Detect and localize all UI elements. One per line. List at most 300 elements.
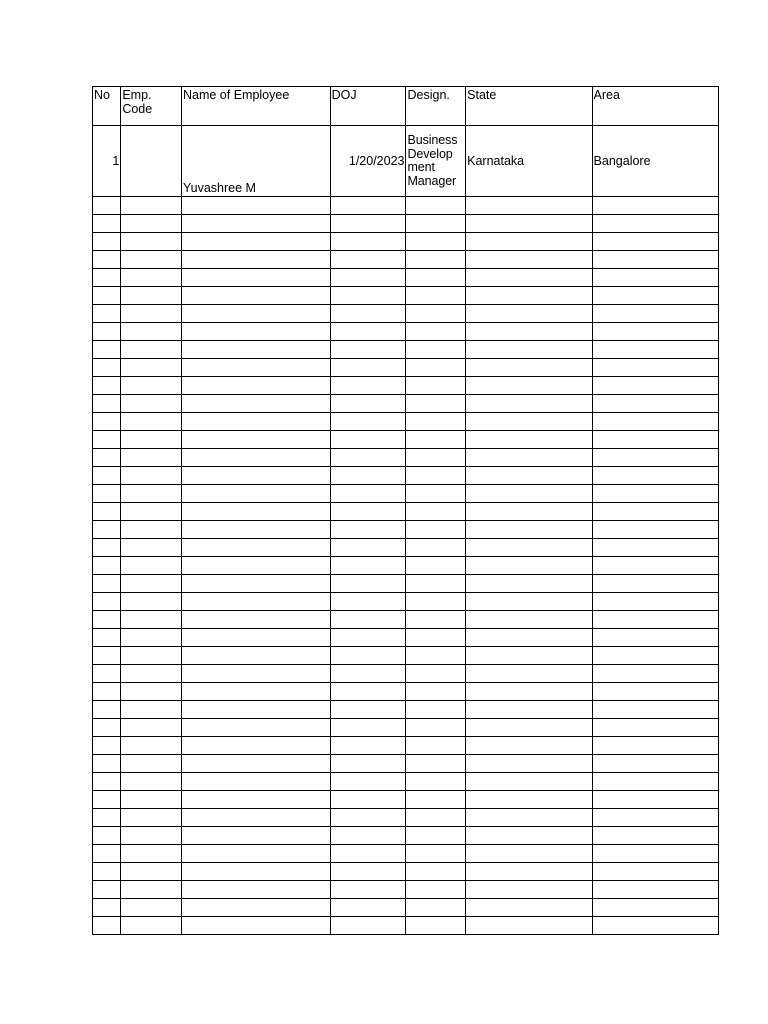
- cell-state: [466, 323, 592, 341]
- cell-area: [592, 359, 718, 377]
- cell-state: [466, 449, 592, 467]
- cell-no: [93, 737, 121, 755]
- cell-designation: [406, 485, 466, 503]
- cell-state: [466, 395, 592, 413]
- cell-doj: [330, 539, 406, 557]
- cell-designation: [406, 575, 466, 593]
- cell-designation: [406, 665, 466, 683]
- cell-no: [93, 269, 121, 287]
- cell-designation: [406, 737, 466, 755]
- cell-name: [181, 413, 330, 431]
- cell-area: [592, 647, 718, 665]
- cell-emp-code: [121, 485, 182, 503]
- cell-no: [93, 827, 121, 845]
- cell-no: [93, 575, 121, 593]
- cell-state: [466, 287, 592, 305]
- cell-no: [93, 287, 121, 305]
- empty-table-row: [93, 899, 719, 917]
- cell-name: [181, 233, 330, 251]
- cell-no: [93, 791, 121, 809]
- cell-emp-code: [121, 665, 182, 683]
- cell-emp-code: [121, 467, 182, 485]
- header-name: Name of Employee: [181, 87, 330, 126]
- cell-designation: [406, 431, 466, 449]
- cell-emp-code: [121, 611, 182, 629]
- cell-doj: [330, 647, 406, 665]
- cell-designation: [406, 233, 466, 251]
- cell-area: [592, 395, 718, 413]
- cell-doj: [330, 611, 406, 629]
- cell-area: [592, 467, 718, 485]
- cell-state: [466, 215, 592, 233]
- cell-emp-code: [121, 755, 182, 773]
- cell-no: [93, 845, 121, 863]
- empty-table-row: [93, 845, 719, 863]
- cell-area: [592, 557, 718, 575]
- cell-state: [466, 575, 592, 593]
- cell-name: [181, 269, 330, 287]
- cell-area: [592, 215, 718, 233]
- cell-name: [181, 773, 330, 791]
- cell-designation: [406, 323, 466, 341]
- empty-table-row: [93, 503, 719, 521]
- empty-table-row: [93, 755, 719, 773]
- cell-state: [466, 341, 592, 359]
- cell-name: [181, 197, 330, 215]
- cell-state: [466, 503, 592, 521]
- cell-emp-code: [121, 215, 182, 233]
- cell-designation: [406, 899, 466, 917]
- empty-table-row: [93, 251, 719, 269]
- cell-designation: [406, 287, 466, 305]
- cell-area: [592, 377, 718, 395]
- cell-name: [181, 467, 330, 485]
- cell-area: [592, 629, 718, 647]
- cell-doj: [330, 755, 406, 773]
- cell-designation: [406, 809, 466, 827]
- cell-doj: [330, 809, 406, 827]
- cell-doj: [330, 899, 406, 917]
- cell-emp-code: [121, 449, 182, 467]
- cell-area: [592, 449, 718, 467]
- cell-no: [93, 701, 121, 719]
- cell-doj: [330, 665, 406, 683]
- cell-state: [466, 917, 592, 935]
- cell-no: [93, 809, 121, 827]
- empty-table-row: [93, 467, 719, 485]
- empty-table-row: [93, 863, 719, 881]
- cell-designation: [406, 449, 466, 467]
- cell-designation: [406, 341, 466, 359]
- cell-emp-code: [121, 737, 182, 755]
- header-emp-code: Emp. Code: [121, 87, 182, 126]
- empty-table-row: [93, 287, 719, 305]
- cell-emp-code: [121, 557, 182, 575]
- cell-name: [181, 485, 330, 503]
- cell-no: [93, 305, 121, 323]
- cell-emp-code: [121, 521, 182, 539]
- cell-no: 1: [93, 126, 121, 197]
- cell-state: [466, 719, 592, 737]
- cell-no: [93, 215, 121, 233]
- empty-table-row: [93, 575, 719, 593]
- empty-table-row: [93, 917, 719, 935]
- cell-designation: [406, 503, 466, 521]
- cell-no: [93, 449, 121, 467]
- cell-no: [93, 917, 121, 935]
- cell-area: [592, 719, 718, 737]
- cell-name: [181, 341, 330, 359]
- empty-table-row: [93, 431, 719, 449]
- empty-table-row: [93, 449, 719, 467]
- empty-table-row: [93, 557, 719, 575]
- cell-no: [93, 899, 121, 917]
- empty-table-row: [93, 215, 719, 233]
- cell-area: [592, 269, 718, 287]
- cell-name: [181, 593, 330, 611]
- cell-doj: [330, 863, 406, 881]
- cell-name: [181, 881, 330, 899]
- cell-name: [181, 665, 330, 683]
- cell-emp-code: [121, 827, 182, 845]
- cell-designation: [406, 413, 466, 431]
- cell-no: [93, 503, 121, 521]
- cell-designation: [406, 827, 466, 845]
- empty-table-row: [93, 197, 719, 215]
- cell-doj: [330, 521, 406, 539]
- empty-table-row: [93, 881, 719, 899]
- cell-area: [592, 899, 718, 917]
- cell-name: [181, 701, 330, 719]
- empty-table-row: [93, 773, 719, 791]
- cell-no: [93, 611, 121, 629]
- cell-no: [93, 323, 121, 341]
- cell-name: [181, 755, 330, 773]
- cell-area: [592, 611, 718, 629]
- cell-doj: [330, 773, 406, 791]
- cell-name: [181, 827, 330, 845]
- cell-no: [93, 197, 121, 215]
- cell-no: [93, 773, 121, 791]
- cell-area: [592, 521, 718, 539]
- cell-no: [93, 593, 121, 611]
- cell-area: [592, 791, 718, 809]
- empty-table-row: [93, 647, 719, 665]
- cell-area: [592, 323, 718, 341]
- cell-doj: [330, 701, 406, 719]
- empty-table-row: [93, 485, 719, 503]
- cell-designation: [406, 701, 466, 719]
- cell-state: [466, 683, 592, 701]
- cell-state: [466, 881, 592, 899]
- cell-state: [466, 485, 592, 503]
- cell-emp-code: [121, 413, 182, 431]
- cell-designation: [406, 539, 466, 557]
- cell-name: [181, 809, 330, 827]
- cell-doj: [330, 467, 406, 485]
- header-row: [93, 87, 719, 126]
- empty-table-row: [93, 323, 719, 341]
- cell-name: [181, 287, 330, 305]
- cell-doj: [330, 413, 406, 431]
- cell-emp-code: [121, 431, 182, 449]
- cell-area: [592, 575, 718, 593]
- cell-no: [93, 521, 121, 539]
- cell-name: [181, 539, 330, 557]
- cell-state: [466, 251, 592, 269]
- cell-area: [592, 413, 718, 431]
- cell-doj: [330, 719, 406, 737]
- cell-doj: [330, 395, 406, 413]
- cell-doj: [330, 287, 406, 305]
- cell-state: [466, 737, 592, 755]
- cell-emp-code: [121, 791, 182, 809]
- cell-no: [93, 629, 121, 647]
- cell-name: [181, 845, 330, 863]
- header-area: Area: [592, 87, 718, 126]
- cell-name: [181, 305, 330, 323]
- cell-name: [181, 521, 330, 539]
- cell-name: [181, 503, 330, 521]
- cell-designation: [406, 719, 466, 737]
- cell-emp-code: [121, 197, 182, 215]
- empty-table-row: [93, 791, 719, 809]
- cell-designation: [406, 791, 466, 809]
- cell-doj: [330, 791, 406, 809]
- cell-designation: [406, 773, 466, 791]
- cell-name: [181, 611, 330, 629]
- cell-designation: [406, 683, 466, 701]
- cell-no: [93, 467, 121, 485]
- cell-area: [592, 701, 718, 719]
- cell-name: [181, 557, 330, 575]
- empty-table-row: [93, 359, 719, 377]
- cell-designation: [406, 359, 466, 377]
- cell-designation: [406, 395, 466, 413]
- cell-doj: [330, 737, 406, 755]
- empty-table-row: [93, 629, 719, 647]
- cell-name: [181, 575, 330, 593]
- cell-emp-code: [121, 863, 182, 881]
- cell-state: [466, 197, 592, 215]
- cell-no: [93, 359, 121, 377]
- cell-emp-code: [121, 341, 182, 359]
- cell-name: [181, 323, 330, 341]
- cell-area: [592, 845, 718, 863]
- cell-state: [466, 377, 592, 395]
- cell-designation: [406, 215, 466, 233]
- cell-emp-code: [121, 287, 182, 305]
- cell-area: [592, 503, 718, 521]
- cell-designation: [406, 521, 466, 539]
- cell-designation: [406, 197, 466, 215]
- cell-doj: [330, 251, 406, 269]
- cell-name: [181, 791, 330, 809]
- cell-doj: [330, 215, 406, 233]
- cell-state: [466, 233, 592, 251]
- cell-doj: [330, 683, 406, 701]
- cell-emp-code: [121, 251, 182, 269]
- cell-designation: [406, 557, 466, 575]
- cell-designation: [406, 593, 466, 611]
- table-header: [93, 87, 719, 126]
- cell-no: [93, 665, 121, 683]
- cell-name: [181, 737, 330, 755]
- cell-state: [466, 863, 592, 881]
- cell-emp-code: [121, 647, 182, 665]
- cell-emp-code: [121, 323, 182, 341]
- cell-name: [181, 251, 330, 269]
- cell-name: [181, 395, 330, 413]
- cell-state: [466, 521, 592, 539]
- cell-area: [592, 593, 718, 611]
- cell-area: [592, 881, 718, 899]
- cell-state: [466, 359, 592, 377]
- cell-no: [93, 647, 121, 665]
- empty-table-row: [93, 683, 719, 701]
- cell-no: [93, 755, 121, 773]
- cell-emp-code: [121, 305, 182, 323]
- cell-area: [592, 809, 718, 827]
- cell-doj: [330, 323, 406, 341]
- cell-state: [466, 701, 592, 719]
- cell-designation: [406, 305, 466, 323]
- cell-area: [592, 917, 718, 935]
- cell-no: [93, 233, 121, 251]
- cell-emp-code: [121, 773, 182, 791]
- cell-doj: [330, 593, 406, 611]
- empty-table-row: [93, 665, 719, 683]
- employee-table: [92, 86, 719, 935]
- cell-emp-code: [121, 539, 182, 557]
- cell-area: [592, 305, 718, 323]
- cell-no: [93, 683, 121, 701]
- cell-state: [466, 773, 592, 791]
- empty-table-row: [93, 233, 719, 251]
- cell-state: [466, 413, 592, 431]
- cell-state: [466, 629, 592, 647]
- table-body: [93, 126, 719, 935]
- cell-no: [93, 863, 121, 881]
- cell-state: [466, 557, 592, 575]
- cell-emp-code: [121, 917, 182, 935]
- cell-designation: [406, 377, 466, 395]
- cell-designation: [406, 647, 466, 665]
- cell-name: [181, 647, 330, 665]
- cell-designation: [406, 467, 466, 485]
- cell-emp-code: [121, 126, 182, 197]
- cell-name: [181, 917, 330, 935]
- empty-table-row: [93, 539, 719, 557]
- cell-doj: [330, 233, 406, 251]
- cell-name: Yuvashree M: [181, 126, 330, 197]
- cell-area: [592, 683, 718, 701]
- cell-doj: [330, 503, 406, 521]
- empty-table-row: [93, 593, 719, 611]
- cell-no: [93, 557, 121, 575]
- cell-area: [592, 233, 718, 251]
- cell-no: [93, 485, 121, 503]
- cell-doj: [330, 881, 406, 899]
- cell-designation: [406, 269, 466, 287]
- cell-doj: [330, 575, 406, 593]
- cell-emp-code: [121, 845, 182, 863]
- cell-no: [93, 395, 121, 413]
- cell-emp-code: [121, 377, 182, 395]
- header-doj: DOJ: [330, 87, 406, 126]
- cell-state: [466, 269, 592, 287]
- cell-no: [93, 881, 121, 899]
- empty-table-row: [93, 305, 719, 323]
- cell-emp-code: [121, 359, 182, 377]
- cell-no: [93, 431, 121, 449]
- cell-area: [592, 737, 718, 755]
- empty-table-row: [93, 719, 719, 737]
- cell-designation: [406, 755, 466, 773]
- cell-no: [93, 377, 121, 395]
- cell-doj: [330, 557, 406, 575]
- cell-emp-code: [121, 701, 182, 719]
- empty-table-row: [93, 269, 719, 287]
- cell-doj: [330, 359, 406, 377]
- cell-no: [93, 719, 121, 737]
- cell-state: [466, 305, 592, 323]
- cell-state: [466, 665, 592, 683]
- cell-doj: [330, 269, 406, 287]
- cell-doj: [330, 845, 406, 863]
- cell-area: [592, 863, 718, 881]
- cell-area: [592, 665, 718, 683]
- empty-table-row: [93, 377, 719, 395]
- cell-emp-code: [121, 593, 182, 611]
- cell-area: [592, 827, 718, 845]
- cell-doj: [330, 197, 406, 215]
- empty-table-row: [93, 827, 719, 845]
- cell-name: [181, 683, 330, 701]
- cell-name: [181, 863, 330, 881]
- cell-doj: [330, 485, 406, 503]
- table-row: [93, 126, 719, 197]
- cell-doj: [330, 449, 406, 467]
- cell-area: [592, 539, 718, 557]
- cell-area: [592, 755, 718, 773]
- cell-emp-code: [121, 629, 182, 647]
- cell-doj: 1/20/2023: [330, 126, 406, 197]
- cell-name: [181, 899, 330, 917]
- cell-emp-code: [121, 881, 182, 899]
- header-state: State: [466, 87, 592, 126]
- cell-state: [466, 611, 592, 629]
- cell-emp-code: [121, 899, 182, 917]
- cell-state: [466, 431, 592, 449]
- cell-state: [466, 845, 592, 863]
- cell-state: [466, 899, 592, 917]
- cell-state: [466, 647, 592, 665]
- cell-area: [592, 251, 718, 269]
- cell-name: [181, 431, 330, 449]
- cell-area: [592, 485, 718, 503]
- cell-no: [93, 413, 121, 431]
- empty-table-row: [93, 395, 719, 413]
- cell-doj: [330, 827, 406, 845]
- empty-table-row: [93, 611, 719, 629]
- cell-state: Karnataka: [466, 126, 592, 197]
- cell-area: [592, 431, 718, 449]
- cell-emp-code: [121, 233, 182, 251]
- cell-designation: [406, 917, 466, 935]
- cell-name: [181, 629, 330, 647]
- cell-state: [466, 467, 592, 485]
